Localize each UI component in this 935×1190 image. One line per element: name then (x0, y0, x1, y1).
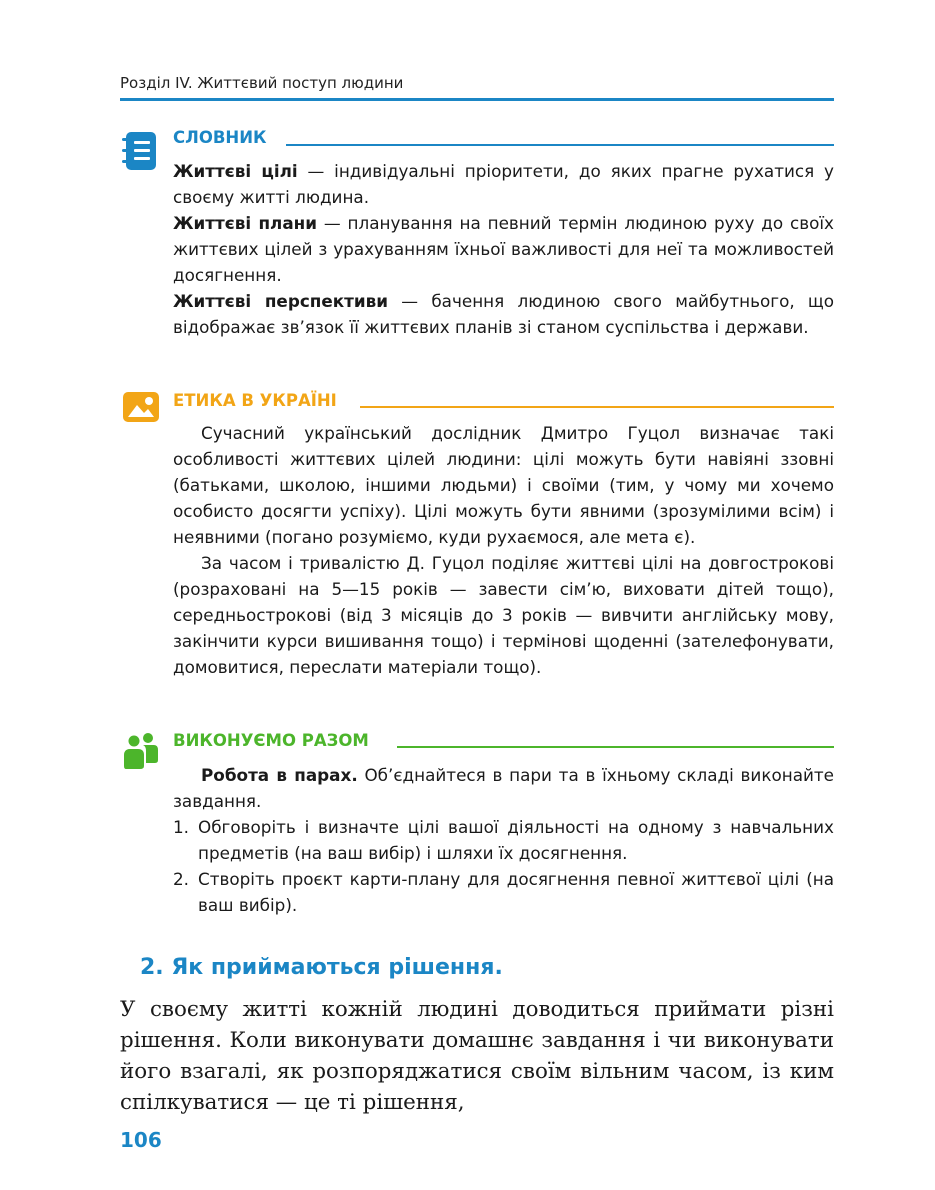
task-text: Обговоріть і визначте цілі вашої діяльності на одному з навчальних предметів (на ваш вибір) і шляхи їх досягнення. (198, 817, 834, 863)
ethics-title-rule (360, 406, 834, 408)
image-icon (123, 392, 159, 427)
section-heading: 2. Як приймаються рішення. (140, 955, 503, 980)
dictionary-definition: — планування на певний термін людиною руху до своїх життєвих цілей з урахуванням їхньої важливості для неї та можливостей досягнення. (173, 213, 834, 285)
together-body (173, 762, 834, 918)
dictionary-definition: — бачення людиною свого майбутнього, що відображає зв’язок її життєвих планів зі станом суспільства і держави. (173, 291, 835, 337)
ethics-body (173, 420, 834, 680)
task-list (173, 814, 834, 918)
task-number: 1. (173, 817, 190, 837)
dictionary-entry (173, 210, 834, 288)
people-icon (123, 733, 159, 774)
together-intro-bold: Робота в парах. (201, 765, 358, 785)
ethics-paragraph: Сучасний український дослідник Дмитро Гуцол визначає такі особливості життєвих цілей людини: цілі можуть бути навіяні ззовні (батьками, школою, іншими людьми) і своїми (тим, у чому ми хочемо особисто досягти успіху). Цілі можуть бути явними (зрозумілими всім) і неявними (погано розуміємо, куди рухаємося, але мета є). (173, 423, 834, 547)
task-item (173, 814, 834, 866)
together-title: ВИКОНУЄМО РАЗОМ (173, 731, 369, 750)
dictionary-definition: — індивідуальні пріоритети, до яких прагне рухатися у своєму житті людина. (173, 161, 834, 207)
section-body-text: У своєму житті кожній людині доводиться приймати різні рішення. Коли виконувати домашнє завдання і чи виконувати його взагалі, як розпоряджатися своїм вільним часом, із ким спілкуватися — це ті рішення, (120, 997, 834, 1115)
ethics-title: ЕТИКА В УКРАЇНІ (173, 391, 337, 410)
dictionary-term: Життєві цілі (173, 161, 298, 181)
dictionary-title-rule (286, 144, 834, 146)
dictionary-entry (173, 288, 834, 340)
together-title-rule (397, 746, 834, 748)
dictionary-term: Життєві плани (173, 213, 318, 233)
header-rule (120, 98, 834, 101)
running-header: Розділ IV. Життєвий поступ людини (120, 74, 404, 92)
page-number: 106 (120, 1128, 162, 1152)
together-intro (173, 762, 834, 814)
task-number: 2. (173, 869, 190, 889)
dictionary-term: Життєві перспективи (173, 291, 389, 311)
together-intro-text: Об’єднайтеся в пари та в їхньому складі виконайте завдання. (173, 765, 834, 811)
notebook-icon (121, 131, 159, 176)
ethics-paragraph: За часом і тривалістю Д. Гуцол поділяє життєві цілі на довгострокові (розраховані на 5—15 років — завести сім’ю, виховати дітей тощо), середньострокові (від 3 місяців до 3 років — вивчити англійську мову, закінчити курси вишивання тощо) і термінові щоденні (зателефонувати, домовитися, переслати матеріали тощо). (173, 553, 834, 677)
task-text: Створіть проєкт карти-плану для досягнення певної життєвої цілі (на ваш вибір). (198, 869, 834, 915)
task-item (173, 866, 834, 918)
dictionary-title: СЛОВНИК (173, 128, 267, 147)
dictionary-body (173, 158, 834, 340)
dictionary-entry (173, 158, 834, 210)
